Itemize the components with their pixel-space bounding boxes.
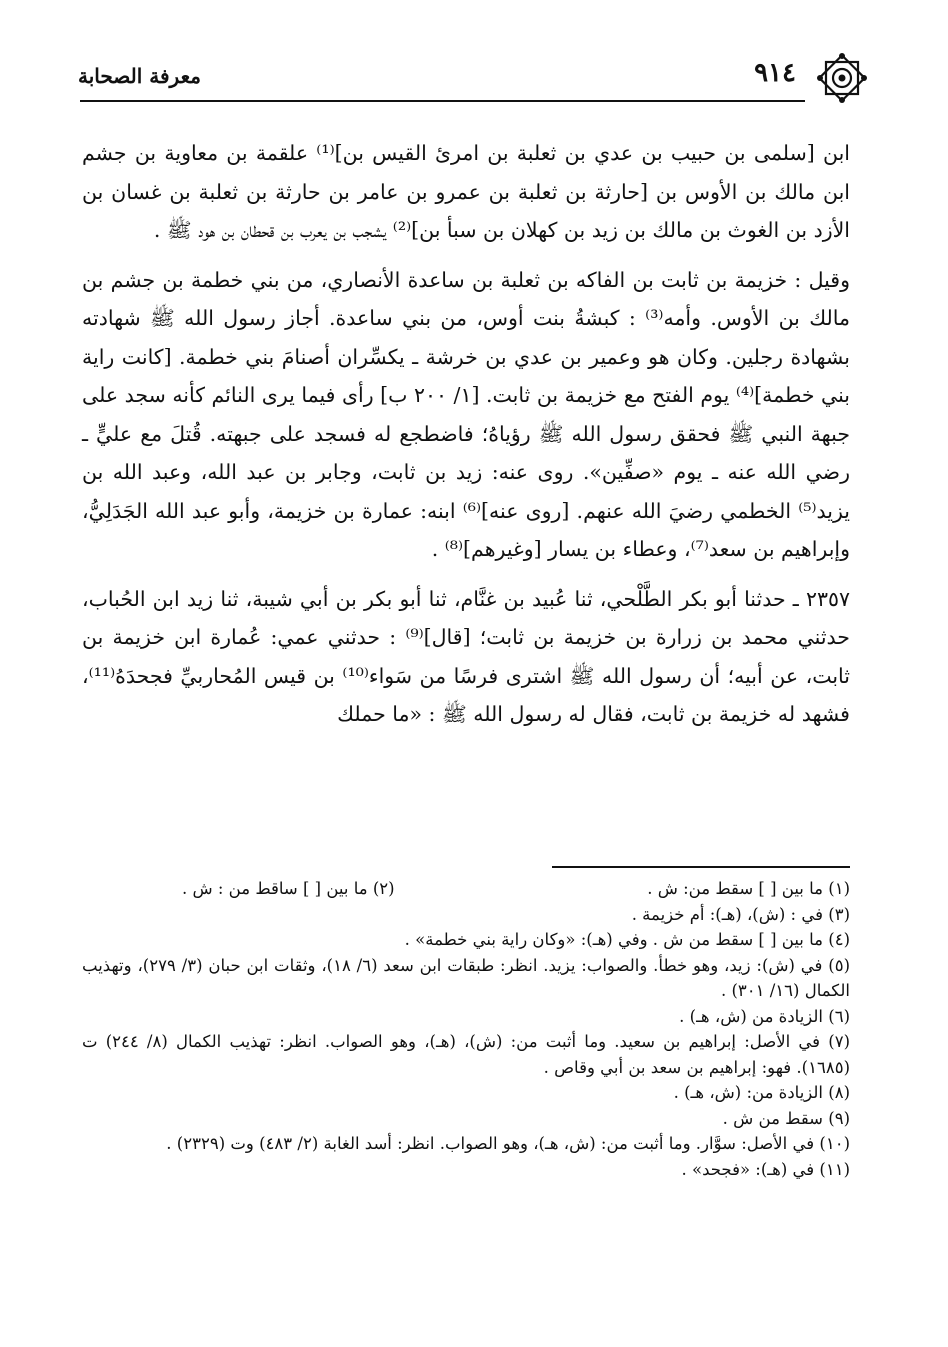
main-text [82, 134, 850, 734]
footnote-8: (٨) الزيادة من: (ش، هـ) . [673, 1083, 850, 1102]
paragraph-lineage: ابن [سلمى بن حبيب بن عدي بن ثعلبة بن امرئ القيس بن]⁽¹⁾ علقمة بن معاوية بن جشم ابن مالك بن الأوس بن [حارثة بن ثعلبة بن عمرو بن عامر بن حارثة بن ثعلبة بن غسان بن الأزد بن الغوث بن مالك بن زيد بن كهلان بن سبأ بن]⁽²⁾ يشجب بن يعرب بن قحطان بن هود ﷺ . [82, 141, 850, 242]
footnote-rule [552, 866, 850, 868]
footnote-10: (١٠) في الأصل: سوَّار. وما أثبت من: (ش، هـ)، وهو الصواب. انظر: أسد الغابة (٢/ ٤٨٣) وت (٢٣٢٩) . [166, 1134, 850, 1153]
paragraph-khuzaymah-bio: وقيل : خزيمة بن ثابت بن الفاكه بن ثعلبة بن ساعدة الأنصاري، من بني خطمة بن جشم بن مالك بن الأوس. وأمه⁽³⁾ : كبشةُ بنت أوس، من بني ساعدة. أجاز رسول الله ﷺ شهادته بشهادة رجلين. وكان هو وعمير بن عدي بن خرشة ـ يكسِّران أصنامَ بني خطمة. [كانت راية بني خطمة]⁽⁴⁾ يوم الفتح مع خزيمة بن ثابت. [١/ ٢٠٠ ب] رأى فيما يرى النائم كأنه سجد على جبهة النبي ﷺ فحقق رسول الله ﷺ رؤياهُ؛ فاضطجع له فسجد على جبهته. قُتلَ مع عليٍّ ـ رضي الله عنه ـ يوم «صفِّين». روى عنه: زيد بن ثابت، وجابر بن عبد الله، وعبد الله بن يزيد⁽⁵⁾ الخطمي رضيَ الله عنهم. [روى عنه]⁽⁶⁾ ابنه: عمارة بن خزيمة، وأبو عبد الله الجَدَلِيُّ، وإبراهيم بن سعد⁽⁷⁾، وعطاء بن يسار [وغيرهم]⁽⁸⁾ . [82, 267, 851, 561]
footnote-7: (٧) في الأصل: إبراهيم بن سعيد. وما أثبت من: (ش)، (هـ)، وهو الصواب. انظر: تهذيب الكمال (٨/ ٢٤٤) ت (١٦٨٥). فهو: إبراهيم بن سعد بن أبي وقاص . [82, 1032, 851, 1077]
footnote-11: (١١) في (هـ): «فجحد» . [681, 1159, 850, 1179]
running-title: معرفة الصحابة [78, 64, 201, 88]
octagonal-rosette-ornament-icon [816, 52, 868, 104]
footnote-6: (٦) الزيادة من (ش، هـ) . [679, 1006, 850, 1026]
footnote-2: (٢) ما بين [ ] ساقط من : ش . [182, 879, 395, 898]
footnote-1: (١) ما بين [ ] سقط من: ش . [647, 879, 850, 898]
page-header [78, 52, 868, 104]
footnote-row [82, 876, 850, 902]
header-rule [80, 100, 805, 102]
footnote-3: (٣) في : (ش)، (هـ): أم خزيمة . [631, 904, 850, 924]
footnote-9: (٩) سقط من ش . [722, 1108, 850, 1128]
paragraph-hadith-2357: ٢٣٥٧ ـ حدثنا أبو بكر الطَّلْحي، ثنا عُبيد بن غنَّام، ثنا أبو بكر بن أبي شيبة، ثنا زيد ابن الحُباب، حدثني محمد بن زرارة بن خزيمة بن ثابت؛ [قال]⁽⁹⁾ : حدثني عمي: عُمارة ابن خزيمة بن ثابت، عن أبيه؛ أن رسول الله ﷺ اشترى فرسًا من سَواء⁽¹⁰⁾ بن قيس المُحاربيِّ فجحدَهُ⁽¹¹⁾، فشهد له خزيمة بن ثابت، فقال له رسول الله ﷺ : «ما حملك [82, 586, 850, 726]
footnote-4: (٤) ما بين [ ] سقط من ش . وفي (هـ): «وكان راية بني خطمة» . [404, 930, 850, 949]
footnote-5: (٥) في (ش): زيد، وهو خطأ. والصواب: يزيد. انظر: طبقات ابن سعد (٦/ ١٨)، وثقات ابن حبان (٣/ ٢٧٩)، وتهذيب الكمال (١٦/ ٣٠١) . [82, 955, 850, 1000]
footnotes [82, 876, 850, 1182]
page-number: ٩١٤ [754, 58, 796, 88]
